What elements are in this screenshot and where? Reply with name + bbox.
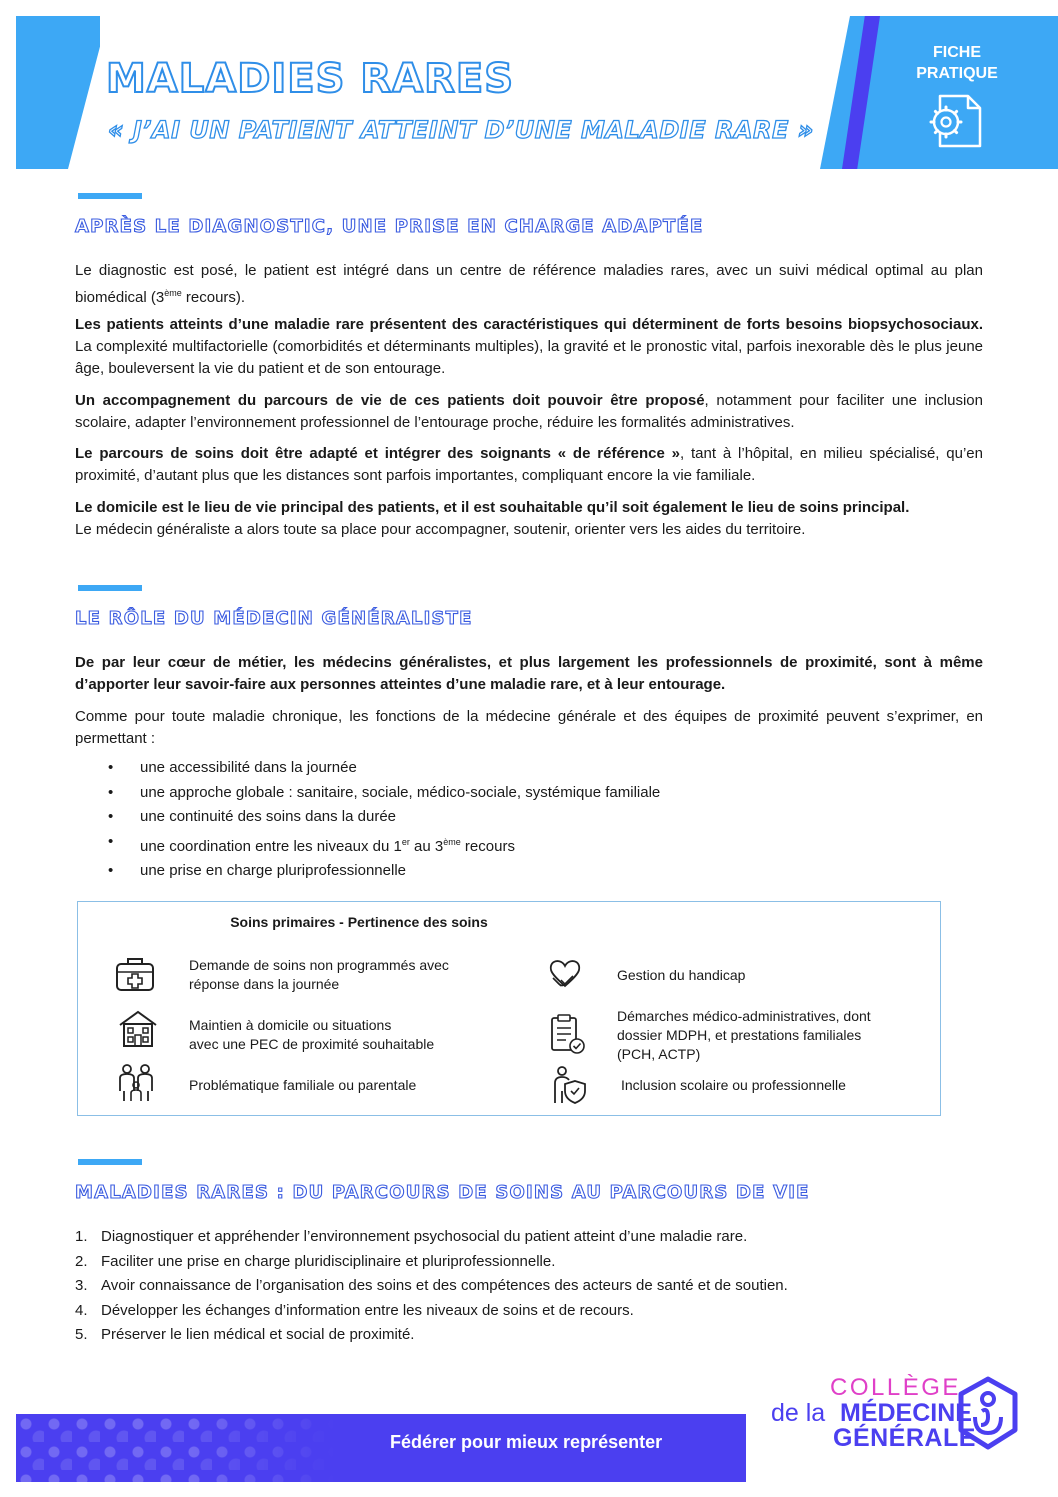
section-3-bar — [78, 1159, 142, 1165]
college-logo-icon — [955, 1375, 1021, 1451]
page-title: MALADIES RARES — [106, 56, 515, 102]
list-item: 4. Développer les échanges d’information entre les niveaux de soins et de recours. — [75, 1301, 634, 1319]
logo-generale-text: GÉNÉRALE — [833, 1424, 976, 1452]
house-icon — [116, 1007, 160, 1051]
care-item-administrative: Démarches médico-administratives, dont dossier MDPH, et prestations familiales (PCH, ACTP) — [617, 1008, 871, 1062]
section-2-paragraph-1: De par leur cœur de métier, les médecins généralistes, et plus largement les professionnels de proximité, sont à même d’apporter leur savoir-faire aux personnes atteintes d’une maladie rare, et à leur entourage. — [75, 654, 983, 693]
logo-dela-text: de la — [771, 1399, 826, 1427]
list-item: • une approche globale : sanitaire, sociale, médico-sociale, systémique familiale — [108, 781, 660, 806]
list-item: 1. Diagnostiquer et appréhender l’environnement psychosocial du patient atteint d’une maladie rare. — [75, 1228, 748, 1245]
functions-list — [108, 756, 660, 884]
care-item-unscheduled: Demande de soins non programmés avec réponse dans la journée — [189, 957, 449, 992]
steps-list — [75, 1225, 788, 1348]
footer-slogan: Fédérer pour mieux représenter — [390, 1432, 663, 1452]
list-item: 5. Préserver le lien médical et social de proximité. — [75, 1326, 415, 1343]
list-item: 3. Avoir connaissance de l’organisation des soins et des compétences des acteurs de santé et de soutien. — [75, 1277, 788, 1294]
section-3-heading: MALADIES RARES : DU PARCOURS DE SOINS AU PARCOURS DE VIE — [75, 1182, 810, 1203]
section-1-heading: APRÈS LE DIAGNOSTIC, UNE PRISE EN CHARGE ADAPTÉE — [75, 216, 704, 237]
section-1-paragraph-2: Les patients atteints d’une maladie rare présentent des caractéristiques qui déterminent de forts besoins biopsychosociaux. La complexité multifactorielle (comorbidités et déterminants multiples), la gravité et le pronostic vital, parfois inexorable dès le plus jeune âge, bouleversent la vie du patient et de son entourage. — [75, 316, 983, 377]
badge-line-1: FICHE — [933, 44, 981, 61]
list-item: • une coordination entre les niveaux du 1er au 3ème recours — [108, 830, 660, 860]
fiche-pratique-badge — [902, 42, 1012, 84]
section-1-paragraph-4: Le parcours de soins doit être adapté et intégrer des soignants « de référence », tant à l’hôpital, en milieu spécialisé, qu’en proximité, d’autant plus que les distances sont parfois importantes, compliquant encore la vie familiale. — [75, 445, 983, 484]
page-subtitle: « J’AI UN PATIENT ATTEINT D’UNE MALADIE RARE » — [108, 116, 814, 144]
person-shield-icon — [547, 1063, 591, 1107]
medical-bag-icon — [113, 952, 157, 996]
section-1-paragraph-1: Le diagnostic est posé, le patient est intégré dans un centre de référence maladies rares, avec un suivi médical optimal au plan biomédical (3ème recours). — [75, 262, 983, 306]
care-item-handicap: Gestion du handicap — [617, 967, 746, 983]
checklist-icon — [544, 1012, 588, 1056]
document-gear-icon — [926, 92, 986, 150]
section-2-bar — [78, 585, 142, 591]
logo-medecine-text: MÉDECINE — [840, 1399, 972, 1427]
logo-college-text: COLLÈGE — [830, 1374, 961, 1401]
list-item: • une prise en charge pluriprofessionnelle — [108, 859, 660, 884]
list-item: • une accessibilité dans la journée — [108, 756, 660, 781]
section-1-paragraph-5: Le domicile est le lieu de vie principal des patients, et il est souhaitable qu’il soit également le lieu de soins principal. Le médecin généraliste a alors toute sa place pour accompagner, soutenir, orienter vers les aides du territoire. — [75, 499, 910, 538]
footer-pattern — [16, 1414, 336, 1482]
section-1-bar — [78, 193, 142, 199]
list-item: 2. Faciliter une prise en charge pluridisciplinaire et pluriprofessionnelle. — [75, 1252, 556, 1270]
family-icon — [114, 1061, 158, 1105]
list-item: • une continuité des soins dans la durée — [108, 805, 660, 830]
badge-line-2: PRATIQUE — [916, 65, 998, 82]
section-2-paragraph-2: Comme pour toute maladie chronique, les fonctions de la médecine générale et des équipes de proximité peuvent s’exprimer, en permettant : — [75, 708, 983, 747]
section-2-heading: LE RÔLE DU MÉDECIN GÉNÉRALISTE — [75, 608, 473, 629]
care-item-family: Problématique familiale ou parentale — [189, 1077, 417, 1093]
care-item-home: Maintien à domicile ou situations avec une PEC de proximité souhaitable — [189, 1017, 435, 1052]
section-1-paragraph-3: Un accompagnement du parcours de vie de ces patients doit pouvoir être proposé, notamment pour faciliter une inclusion scolaire, adapter l’environnement professionnel de l’entourage proche, réduire les formalités administratives. — [75, 392, 983, 431]
care-item-inclusion: Inclusion scolaire ou professionnelle — [621, 1077, 846, 1093]
handshake-heart-icon — [543, 954, 587, 998]
box-title: Soins primaires - Pertinence des soins — [230, 914, 488, 930]
